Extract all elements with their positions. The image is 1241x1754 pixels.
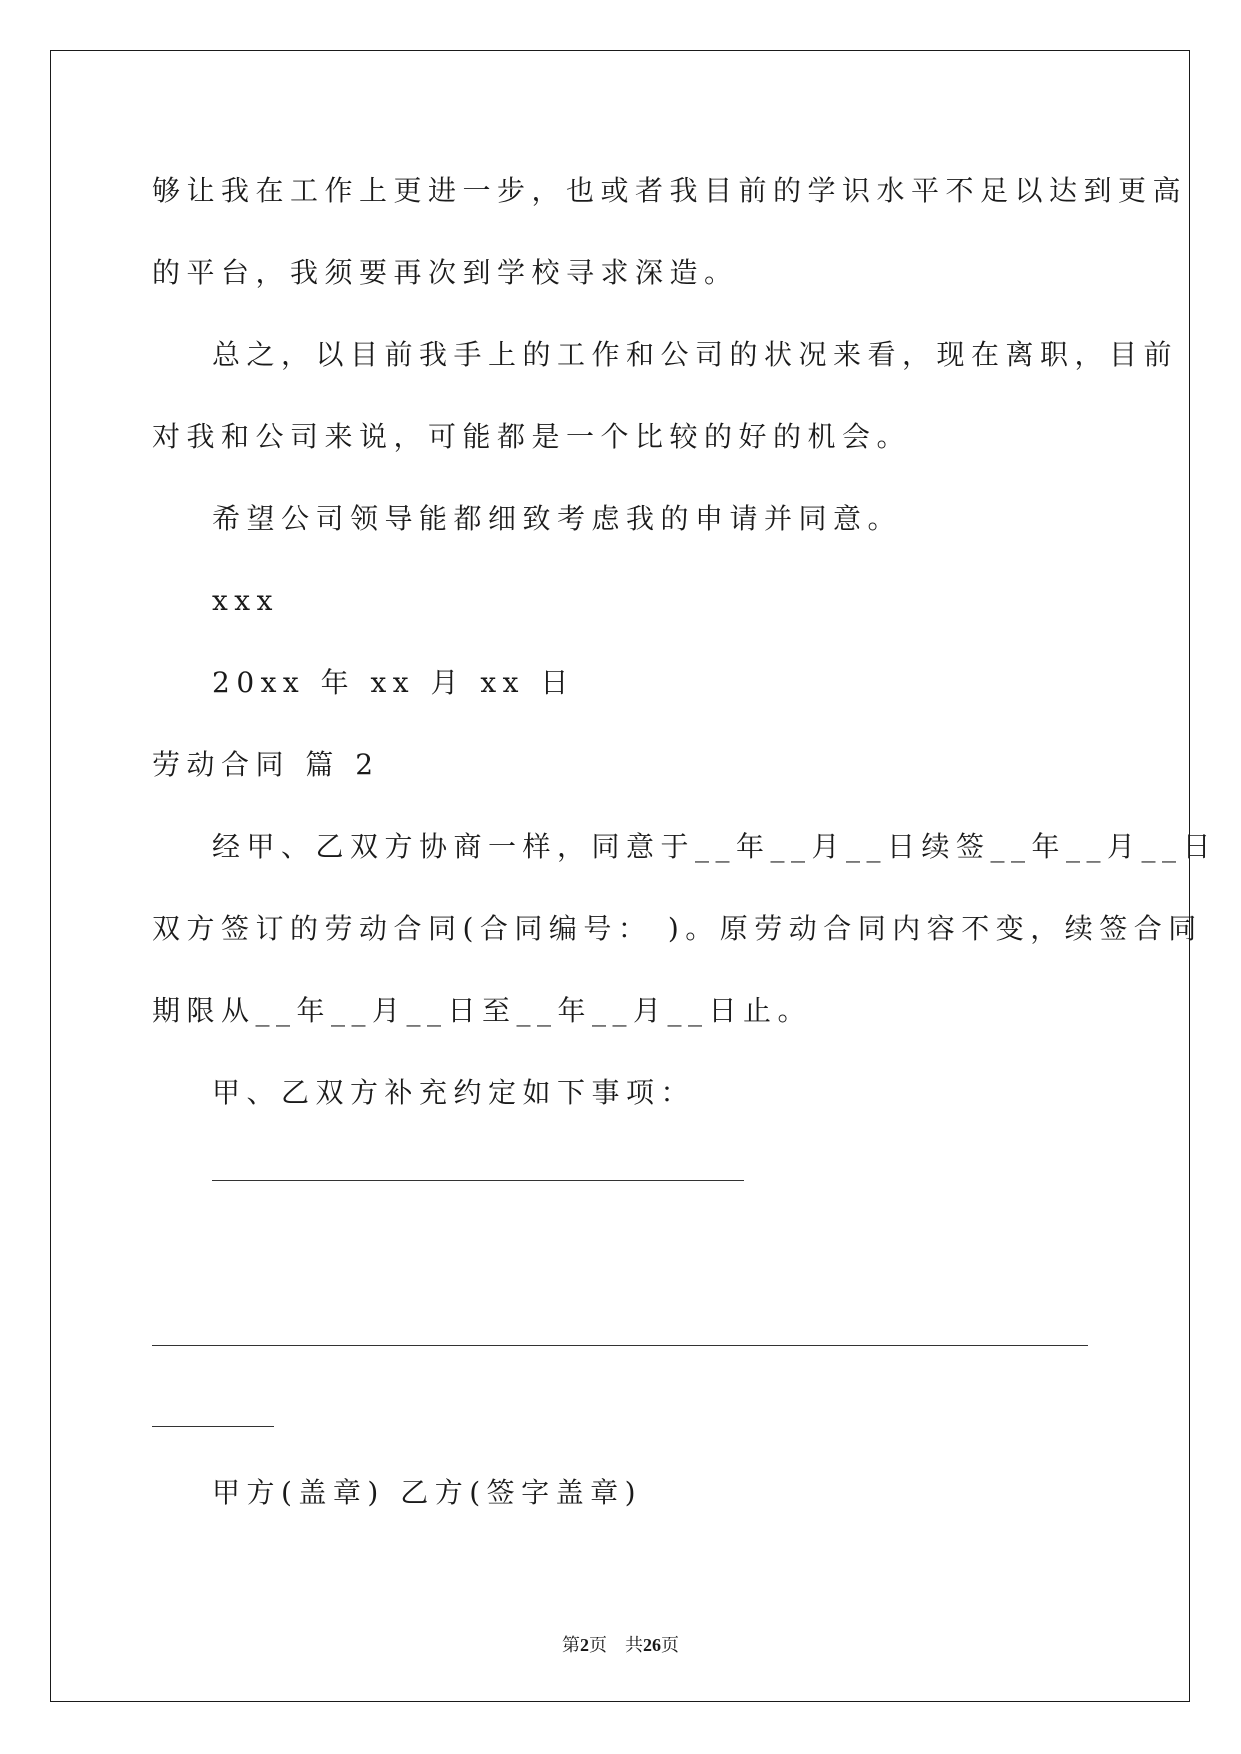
paragraph-line-4: 对我和公司来说，可能都是一个比较的好的机会。 (152, 420, 912, 453)
signature-parties: 甲方(盖章) 乙方(签字盖章) (212, 1476, 643, 1509)
fill-in-line-2 (152, 1345, 1088, 1346)
section-heading: 劳动合同 篇 2 (152, 748, 380, 781)
total-page-count: 26 (643, 1635, 661, 1655)
current-page-number: 2 (580, 1635, 589, 1655)
paragraph-line-5: 希望公司领导能都细致考虑我的申请并同意。 (212, 502, 903, 535)
footer-suffix: 页 (661, 1635, 679, 1655)
paragraph-line-8: 期限从__年__月__日至__年__月__日止。 (152, 994, 813, 1027)
paragraph-line-3: 总之，以目前我手上的工作和公司的状况来看，现在离职，目前 (212, 338, 1179, 371)
signature-date: 20xx 年 xx 月 xx 日 (212, 666, 575, 699)
paragraph-line-2: 的平台，我须要再次到学校寻求深造。 (152, 256, 739, 289)
fill-in-line-1 (212, 1180, 744, 1181)
footer-prefix: 第 (562, 1635, 580, 1655)
fill-in-line-3 (152, 1426, 274, 1427)
page-border (50, 50, 1190, 1702)
paragraph-line-9: 甲、乙双方补充约定如下事项： (212, 1076, 696, 1109)
paragraph-line-1: 够让我在工作上更进一步，也或者我目前的学识水平不足以达到更高 (152, 174, 1188, 207)
signature-name: xxx (212, 584, 279, 617)
page-footer (0, 1634, 1241, 1656)
footer-mid: 页 共 (589, 1635, 643, 1655)
paragraph-line-7: 双方签订的劳动合同(合同编号： )。原劳动合同内容不变，续签合同 (152, 912, 1203, 945)
paragraph-line-6: 经甲、乙双方协商一样，同意于__年__月__日续签__年__月__日 (212, 830, 1218, 863)
